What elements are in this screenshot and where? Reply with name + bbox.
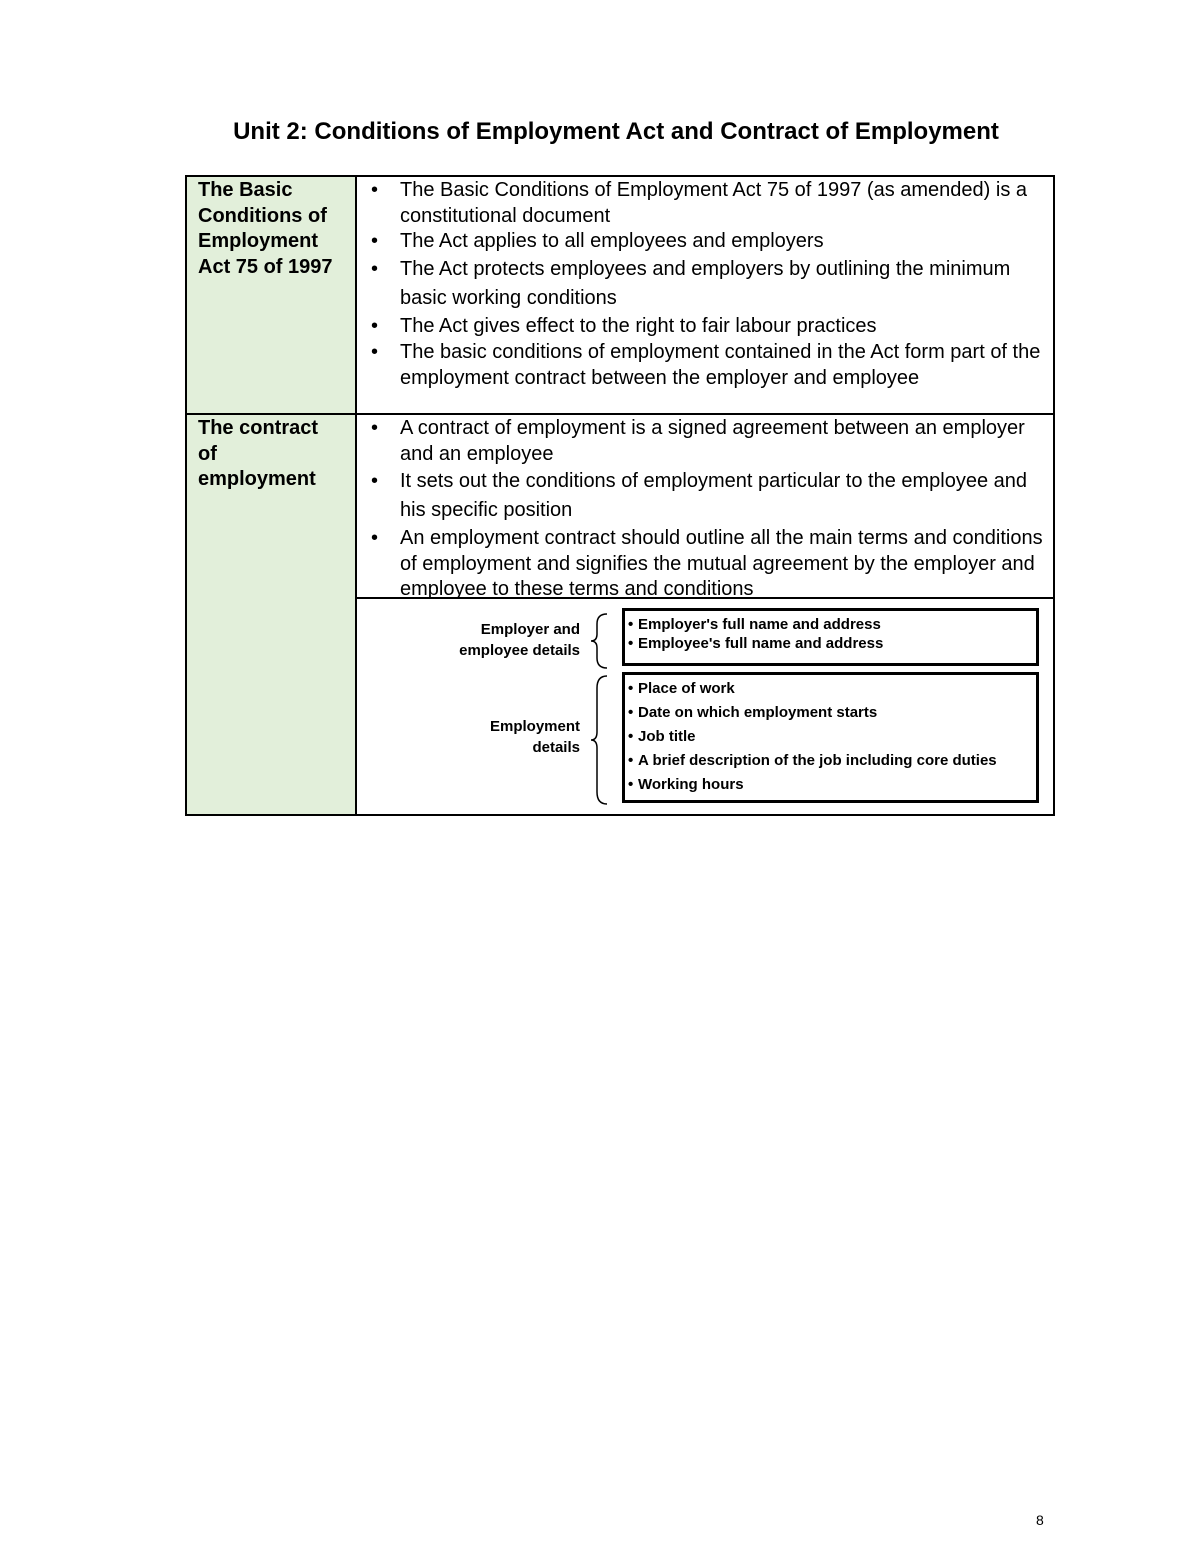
group-label-employment	[420, 716, 580, 758]
row-heading-contract: The contract of employment	[198, 417, 319, 490]
list-item: • The Act protects employees and employers by outlining the minimum basic working conditions	[365, 255, 1045, 313]
list-item: • A brief description of the job including core duties	[628, 749, 1036, 773]
list-item: • A contract of employment is a signed agreement between an employer and an employee	[365, 416, 1045, 467]
row-heading-bcea: The Basic Conditions of Employment Act 75 of 1997	[198, 179, 333, 278]
list-item: • Employer's full name and address	[628, 616, 1036, 633]
row-divider	[187, 413, 1053, 415]
list-item: • Job title	[628, 725, 1036, 749]
bcea-bullet-list	[365, 178, 1045, 391]
list-item: • Employee's full name and address	[628, 635, 1036, 652]
contract-details-diagram	[357, 600, 1053, 814]
contract-bullet-list	[365, 416, 1045, 603]
employment-details-box	[622, 672, 1039, 803]
employer-employee-details-box	[622, 608, 1039, 666]
list-item: • The Act gives effect to the right to fair labour practices	[365, 314, 1045, 340]
page-number: 8	[1036, 1512, 1044, 1528]
list-item: • Date on which employment starts	[628, 701, 1036, 725]
group-label-employer-employee: Employer and employee details	[459, 621, 580, 659]
left-brace-icon	[589, 674, 609, 806]
group-label-employment-text: Employment details	[489, 718, 580, 756]
left-brace-icon	[589, 612, 609, 670]
content-table	[185, 175, 1055, 816]
list-item: • An employment contract should outline all the main terms and conditions of employment and signifies the mutual agreement by the employer and employee to these terms and conditions	[365, 526, 1045, 603]
list-item: • The Act applies to all employees and employers	[365, 229, 1045, 255]
list-item: • Place of work	[628, 677, 1036, 701]
list-item: • It sets out the conditions of employment particular to the employee and his specific position	[365, 467, 1045, 525]
list-item: • Working hours	[628, 773, 1036, 797]
page-title: Unit 2: Conditions of Employment Act and Contract of Employment	[233, 118, 999, 145]
list-item: • The basic conditions of employment contained in the Act form part of the employment contract between the employer and employee	[365, 340, 1045, 391]
list-item: • The Basic Conditions of Employment Act 75 of 1997 (as amended) is a constitutional document	[365, 178, 1045, 229]
